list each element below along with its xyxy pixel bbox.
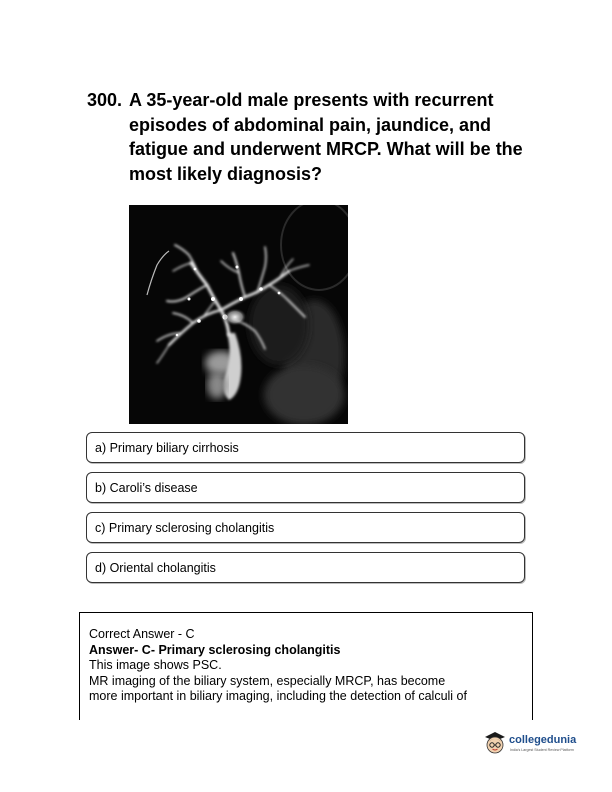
logo-name: collegedunia — [509, 734, 577, 746]
option-b[interactable]: b) Caroli’s disease — [86, 472, 525, 503]
collegedunia-logo — [483, 729, 598, 759]
option-d[interactable]: d) Oriental cholangitis — [86, 552, 525, 583]
answer-explanation-box — [79, 612, 533, 720]
logo-tagline: India's Largest Student Review Platform — [510, 748, 574, 752]
option-c[interactable]: c) Primary sclerosing cholangitis — [86, 512, 525, 543]
question-block — [87, 88, 527, 186]
question-text: A 35-year-old male presents with recurrent episodes of abdominal pain, jaundice, and fatigue and underwent MRCP. What will be the most likely diagnosis? — [129, 90, 523, 184]
student-mascot-icon — [483, 729, 507, 755]
explanation-line: more important in biliary imaging, including the detection of calculi of — [89, 689, 467, 703]
option-a[interactable]: a) Primary biliary cirrhosis — [86, 432, 525, 463]
explanation-line: This image shows PSC. — [89, 658, 222, 672]
explanation-line: MR imaging of the biliary system, especially MRCP, has become — [89, 673, 446, 688]
question-number: 300. — [87, 90, 123, 110]
mrcp-image — [129, 205, 348, 424]
answer-heading: Answer- C- Primary sclerosing cholangitis — [89, 642, 341, 657]
correct-answer-line: Correct Answer - C — [89, 627, 195, 641]
